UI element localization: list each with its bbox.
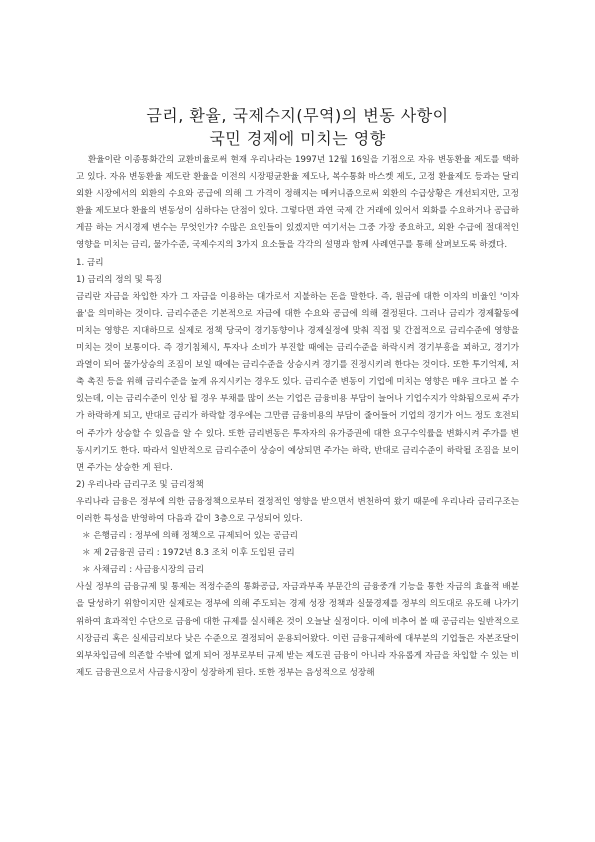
korea-structure-paragraph: 우리나라 금융은 정부에 의한 금융정책으로부터 결정적인 영향을 받으면서 변천하여 왔기 때문에 우리나라 금리구조는 이러한 특성을 반영하여 다음과 같이 3층으로 구성되어 있다. — [76, 496, 519, 524]
document-title-line-1: 금리, 환율, 국제수지(무역)의 변동 사항이 — [146, 106, 449, 125]
section-heading-interest-rate: 1. 금리 — [76, 257, 104, 268]
list-item: ＊ 은행금리 : 정부에 의해 정책으로 규제되어 있는 공금리 — [82, 531, 298, 542]
subsection-heading-definition: 1) 금리의 정의 및 특징 — [76, 274, 163, 285]
list-item: ＊ 사채금리 : 사금융시장의 금리 — [82, 565, 205, 576]
document-body — [76, 152, 519, 682]
subsection-heading-korea-structure: 2) 우리나라 금리구조 및 금리정책 — [76, 479, 204, 490]
regulation-paragraph: 사실 정부의 금융규제 및 통제는 적정수준의 통화공급, 자금과부족 부문간의 금융중개 기능을 통한 자금의 효율적 배분을 달성하기 위함이지만 실제로는 정부에 의해 주도되는 경제 성장 정책과 실물경제를 정부의 의도대로 유도해 나가기 위하여 효과적인 수단으로 금융에 대한 규제를 실시해온 것이 오늘날 실정이다. 이에 비추어 볼 때 공금리는 일반적으로 시장금리 혹은 실세금리보다 낮은 수준으로 결정되어 운용되어왔다. 이런 금융규제하에 대부분의 기업들은 자본조달이 외부차입금에 의존할 수밖에 없게 되어 정부로부터 규제 받는 제도권 금융이 아니라 자유롭게 자금을 차입할 수 있는 비제도 금융권으로서 사금융시장이 성장하게 된다. 또한 정부는 음성적으로 성장해 — [76, 582, 519, 678]
document-title-line-2: 국민 경제에 미치는 영향 — [209, 129, 386, 148]
interest-rate-definition-paragraph: 금리란 자금을 차입한 자가 그 자금을 이용하는 대가로서 지불하는 돈을 말한다. 즉, 원금에 대한 이자의 비율인 '이자율'을 의미하는 것이다. 금리수준은 기본적으로 자금에 대한 수요와 공급에 의해 결정된다. 그러나 금리가 경제활동에 미치는 영향은 지대하므로 실제로 정책 당국이 경기동향이나 경제실정에 맞춰 직접 및 간접적으로 금리수준에 영향을 미치는 것이 보통이다. 즉 경기침체시, 투자나 소비가 부진할 때에는 금리수준을 하락시켜 경기부흥을 꾀하고, 경기가 과열이 되어 물가상승의 조짐이 보일 때에는 금리수준을 상승시켜 경기를 진정시키려 한다는 것이다. 또한 투기억제, 저축 촉진 등을 위해 금리수준을 높게 유지시키는 경우도 있다. 금리수준 변동이 기업에 미치는 영향은 매우 크다고 볼 수 있는데, 이는 금리수준이 인상 될 경우 부채를 많이 쓰는 기업은 금융비용 부담이 늘어나 기업수지가 악화됨으로써 주가가 하락하게 되고, 반대로 금리가 하락할 경우에는 그만큼 금융비용의 부담이 줄어들어 기업의 경기가 어느 정도 호전되어 주가가 상승할 수 있음을 알 수 있다. 또한 금리변동은 투자자의 유가증권에 대한 요구수익률을 변화시켜 주가를 변동시키기도 한다. 따라서 일반적으로 금리수준이 상승이 예상되면 주가는 하락, 반대로 금리수준이 하락될 조짐을 보이면 주가는 상승한 게 된다. — [76, 291, 519, 473]
list-item: ＊ 제 2금융권 금리 : 1972년 8.3 조치 이후 도입된 금리 — [82, 548, 295, 559]
intro-paragraph: 환율이란 이종통화간의 교환비율로써 현재 우리나라는 1997년 12월 16일을 기점으로 자유 변동환율 제도를 택하고 있다. 자유 변동환율 제도란 환율을 이전의 시장평균환율 제도나, 복수통화 바스켓 제도, 고정 환율제도 등과는 달리 외환 시장에서의 외환의 수요와 공급에 의해 그 가격이 정해지는 메커니즘으로써 외환의 수급상황은 개선되지만, 고정환율 제도보다 환율의 변동성이 심하다는 단점이 있다. 그렇다면 과연 국제 간 거래에 있어서 외화를 수요하거나 공급하게끔 하는 거시경제 변수는 무엇인가? 수많은 요인들이 있겠지만 여기서는 그중 가장 중요하고, 외환 수급에 절대적인 영향을 미치는 금리, 물가수준, 국제수지의 3가지 요소들을 각각의 설명과 함께 사례연구를 통해 살펴보도록 하겠다. — [76, 155, 519, 251]
